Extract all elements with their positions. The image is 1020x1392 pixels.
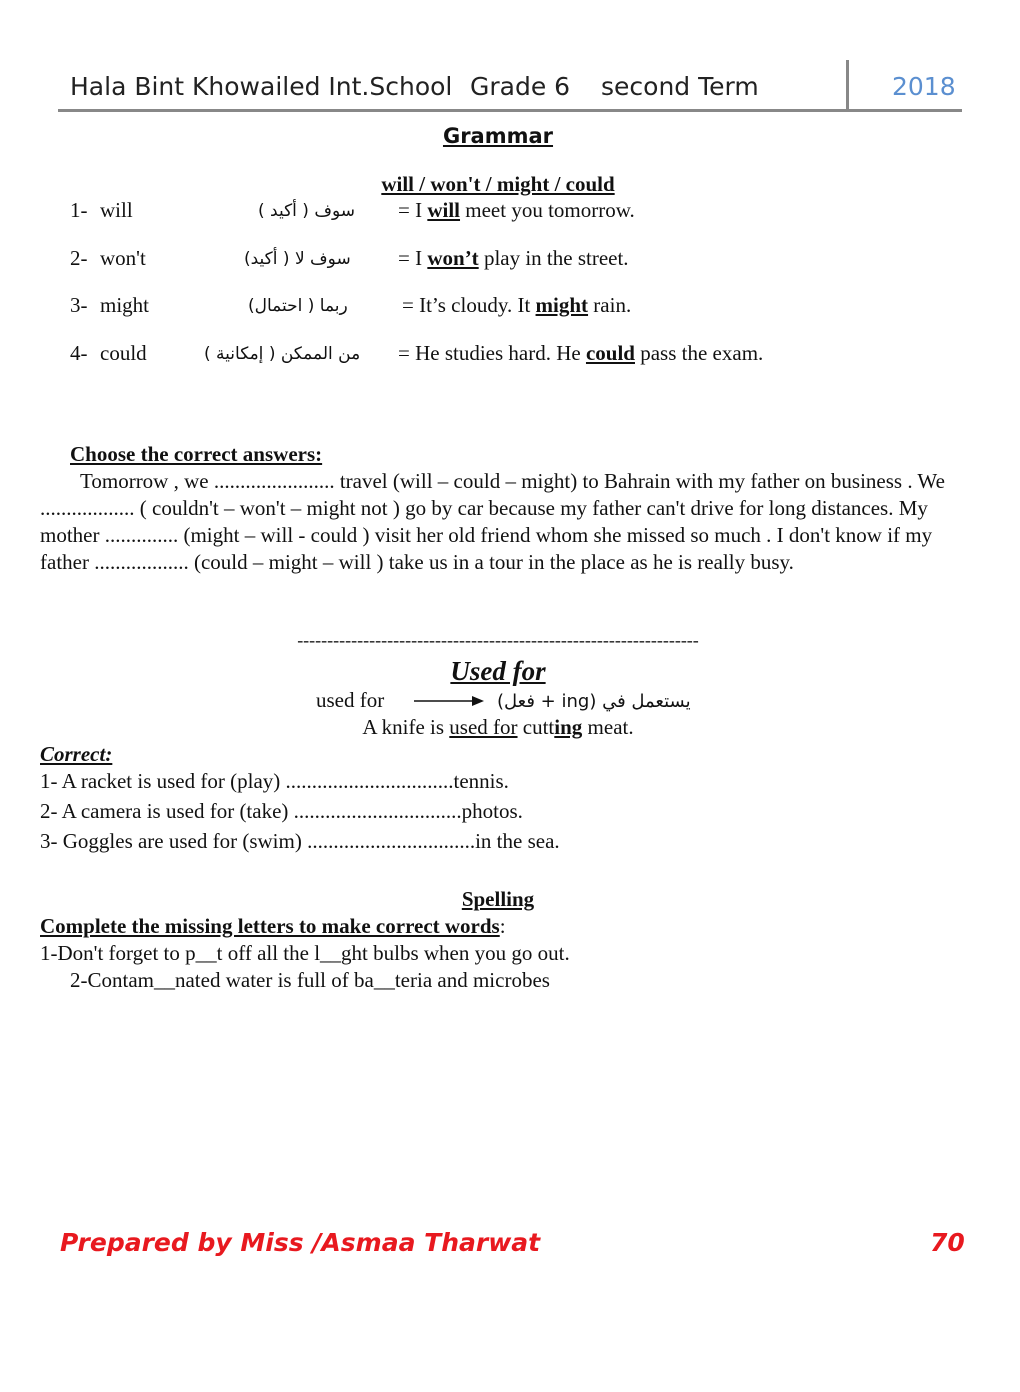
row-1-example: = I will meet you tomorrow. — [398, 198, 635, 222]
row-4-number: 4- — [70, 341, 88, 365]
arrow-icon — [412, 694, 486, 708]
spelling-line-1: 1-Don't forget to p__t off all the l__ght bulbs when you go out. — [40, 941, 570, 965]
row-4-example: = He studies hard. He could pass the exam. — [398, 341, 764, 365]
row-2-number: 2- — [70, 246, 88, 270]
prepared-by: Prepared by Miss /Asmaa Tharwat — [60, 1228, 541, 1257]
used-for-example: A knife is used for cutting meat. — [362, 715, 634, 739]
row-1-word: will — [100, 198, 133, 222]
correct-item-2: 2- A camera is used for (take) ................................photos. — [40, 799, 523, 823]
section-divider: ------------------------------------------------------------------- — [297, 630, 699, 650]
correct-heading: Correct: — [40, 742, 113, 766]
correct-item-1: 1- A racket is used for (play) ................................tennis. — [40, 769, 509, 793]
used-for-rule-right: (فعل + ing) يستعمل في — [497, 691, 691, 712]
used-for-rule-left: used for — [316, 688, 385, 712]
row-1-arabic: سوف ( أكيد ) — [258, 201, 355, 221]
header-divider — [846, 60, 849, 112]
row-3-number: 3- — [70, 293, 88, 317]
year-label: 2018 — [892, 72, 956, 101]
used-for-title: Used for — [450, 656, 546, 686]
school-name: Hala Bint Khowailed Int.School — [70, 72, 453, 101]
row-2-word: won't — [100, 246, 146, 270]
row-4-word: could — [100, 341, 147, 365]
header-rule — [58, 109, 962, 112]
row-4-arabic: من الممكن ( إمكانية ) — [204, 344, 361, 364]
correct-item-3: 3- Goggles are used for (swim) ................................in the sea. — [40, 829, 560, 853]
row-2-example: = I won’t play in the street. — [398, 246, 629, 270]
spelling-line-2: 2-Contam__nated water is full of ba__teria and microbes — [70, 968, 550, 992]
choose-heading: Choose the correct answers: — [70, 442, 323, 466]
spelling-title: Spelling — [461, 887, 535, 911]
row-2-arabic: سوف لا ( أكيد) — [244, 249, 351, 269]
grammar-title: Grammar — [442, 124, 554, 148]
row-1-number: 1- — [70, 198, 88, 222]
row-3-example: = It’s cloudy. It might rain. — [402, 293, 632, 317]
modals-subheading: will / won't / might / could — [381, 172, 615, 196]
row-3-arabic: ربما ( احتمال) — [248, 296, 348, 316]
choose-paragraph: Tomorrow , we ....................... travel (will – could – might) to Bahrain with my father on business . We .................. ( couldn't – won't – might not ) go by car because my father can't drive for long distances. My mother .............. (might – will - could ) visit her old friend whom she missed so much . I don't know if my father .................. (could – might – will ) take us in a tour in the place as he is really busy. — [40, 469, 945, 574]
grade-label: Grade 6 — [470, 72, 571, 101]
term-label: second Term — [601, 72, 759, 101]
spelling-instruction: Complete the missing letters to make correct words: — [40, 914, 506, 938]
page-number: 70 — [930, 1228, 965, 1257]
row-3-word: might — [100, 293, 150, 317]
